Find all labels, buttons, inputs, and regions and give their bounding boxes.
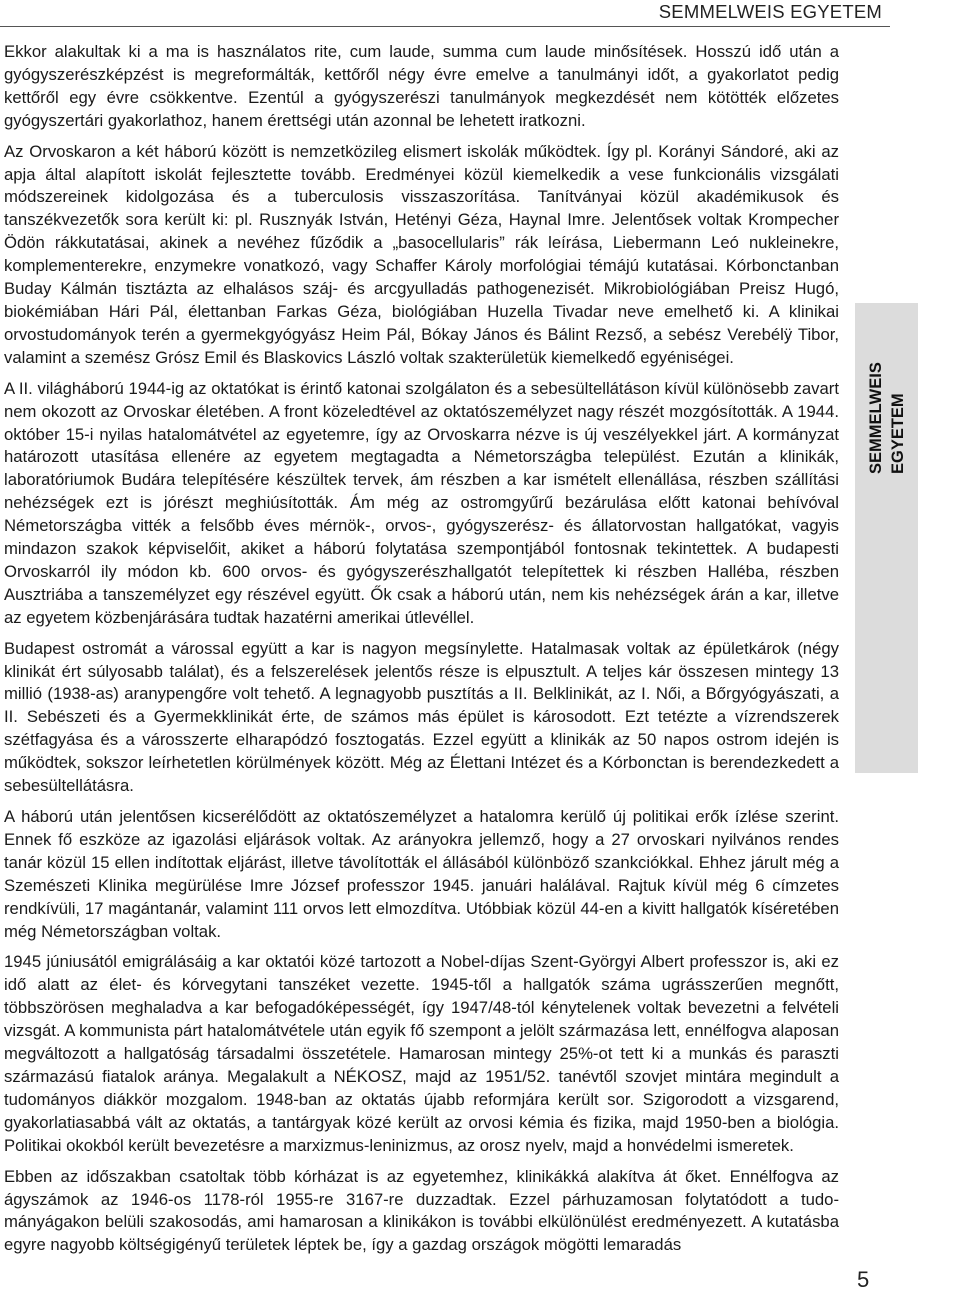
side-tab-line-2: EGYETEM: [888, 393, 907, 474]
paragraph-7: Ebben az időszakban csatoltak több kórházat is az egyetemhez, klinikákká alakítva át őket. Ennélfogva az ágyszámok az 1946-os 1178-ról 1955-re 3167-re duzzadtak. Ezzel párhuzamosan folytatódott a tudományágakon belüli szakosodás, ami hamarosan a klinikákon is további elkülönülést eredményezett. A kutatásba egyre nagyobb költségigényű területek léptek be, így a gazdag országok mögötti lemaradás: [4, 1166, 839, 1255]
paragraph-3: A II. világháború 1944-ig az oktatókat is érintő katonai szolgálaton és a sebesültellátáson kívül különösebb zavart nem okozott az Orvoskar életében. A front közeledtével az oktatószemélyzet nagy részét mozgósították. A 1944. október 15-i nyilas hatalomátvétel az egyetemre, így az Orvoskarra nézve is új veszélyekkel járt. A kormányzat határozott utasítása ellenére az egyetem megtagadta a Németországba települést. Ezután a klinikák, laboratóriumok Budára telepítésére készültek tervek, ám részben a kar ismételt ellenállása, részben szállítási nehézségek ezt is jórészt meghiúsították. Ám még az ostromgyűrű bezárulása előtt katonai behívóval Németországba vitték a felsőbb éves mérnök-, orvos-, gyógyszerész- és állatorvostan hallgatókat, vagyis mindazon szakok képviselőit, akiket a háború folytatása szempontjából fontosnak tekintettek. A budapesti Orvoskarról ily módon kb. 600 orvos- és gyógyszerészhallgatót telepítettek ki részben Halléba, részben Ausztriába a tanszemélyzet egy részével együtt. Ők csak a háború után, nem kis nehézségek árán a kar, illetve az egyetem közbenjárására tudtak hazatérni amerikai útlevéllel.: [4, 378, 839, 627]
paragraph-4: Budapest ostromát a várossal együtt a kar is nagyon megsínylette. Hatalmasak voltak az épületkárok (négy klinikát ért súlyosabb találat), és a felszerelések jelentős része is elpusztult. A teljes kár összesen mintegy 13 millió (1938-as) aranypengőre volt tehető. A legnagyobb pusztítás a II. Belklinikát, az I. Női, a Bőrgyógyászati, a II. Sebészeti és a Gyermekklinikát érte, de számos más épület is károsodott. Ezt tetézte a vízrendszerek szétfagyása és a városszerte elharapódzó fosztogatás. Ezzel együtt a klinikák az 50 napos ostrom idején is működtek, sokszor leírhetetlen körülmények között. Még az Élettani Intézet és a Kórbonctan is berendezkedett a sebesültellátásra.: [4, 638, 839, 796]
paragraph-1: Ekkor alakultak ki a ma is használatos rite, cum laude, summa cum laude minősítések. Hosszú idő után a gyógyszerészképzést is megreformálták, kettőről négy évre emelve a tanulmányi időt, a gyakorlatot pedig kettőről egy évre csökkentve. Ezentúl a gyógyszerészi tanulmányok megkezdését nem kötötték előzetes gyógyszertári gyakorlathoz, hanem érettségi után azonnal be lehetett iratkozni.: [4, 42, 839, 130]
running-header: SEMMELWEIS EGYETEM: [658, 1, 882, 22]
side-tab: [855, 303, 918, 773]
body-text: [4, 41, 839, 1265]
paragraph-2: Az Orvoskaron a két háború között is nemzetközileg elismert iskolák működtek. Így pl. Korányi Sándoré, aki az apja által alapított iskolát fejlesztette tovább. Eredményei közül kiemelkedik a vese funkcionális vizsgálati módszereinek kidolgozása és a tuberculosis visszaszorítása. Tanítványai közül akadémikusok és tanszékvezetők sora került ki: pl. Rusznyák István, Hetényi Géza, Haynal Imre. Jelentősek voltak Krompecher Ödön rákkutatásai, akinek a nevéhez fűződik a „basocellularis” rák leírása, Liebermann Leó nukleinekre, komplementerekre, enzymekre vonatkozó, vagy Schaffer Károly morfológiai témájú kutatásai. Kórbonctanban Buday Kálmán tisztázta az elhalásos száj- és arcgyulladás pathogenezisét. Mikrobiológiában Preisz Hugó, biokémiában Hári Pál, élettanban Farkas Géza, biológiában Huzella Tivadar neve emelhető ki. A klinikai orvostudományok terén a gyermekgyógyász Heim Pál, Bókay János és Bálint Rezső, a sebész Verebélÿ Tibor, valamint a szemész Grósz Emil és Blaskovics László voltak szakterületük kiemelkedő egyéniségei.: [4, 141, 839, 367]
header-rule: [0, 26, 890, 27]
page-number: 5: [857, 1267, 870, 1292]
side-tab-label: [865, 354, 909, 474]
paragraph-5: A háború után jelentősen kicserélődött az oktatószemélyzet a hatalomra kerülő új politikai erők ízlése szerint. Ennek fő eszköze az igazolási eljárások voltak. Az arányokra jellemző, hogy a 27 orvoskari nyilvános rendes tanár közül 15 ellen indítottak eljárást, illetve távolították el állásából különböző szankciókkal. Ehhez járult még a Szemészeti Klinika megürülése Imre József professzor 1945. januári halálával. Rajtuk kívül még 6 címzetes rendkívüli, 17 magántanár, valamint 111 orvos lett elmozdítva. Utóbbiak közül 44-en a kivitt hallgatók kíséretében még Németországban voltak.: [4, 807, 839, 941]
side-tab-line-1: SEMMELWEIS: [866, 362, 885, 474]
paragraph-6: 1945 júniusától emigrálásáig a kar oktatói közé tartozott a Nobel-díjas Szent-Györgyi Albert professzor is, aki ez idő alatt az élet- és kórvegytani tanszéket vezette. 1945-től a hallgatók száma ugrásszerűen megnőtt, többszörösen meghaladva a kar befogadóképességét, így 1947/48-tól kénytelenek voltak bevezetni a felvételi vizsgát. A kommunista párt hatalomátvétele után egyik fő szempont a jelölt származása lett, ennélfogva alaposan megváltozott a hallgatóság társadalmi összetétele. Hamarosan mintegy 25%-ot tett ki a munkás és paraszti származású fiatalok aránya. Megalakult a NÉKOSZ, majd az 1951/52. tanévtől szovjet mintára megindult a tudományos diákkör mozgalom. 1948-ban az oktatás újabb reformjára került sor. Szigorodott a vizsgarend, gyakorlatiasabbá vált az oktatás, a tantárgyak közé került az orvosi kémia és fizika, majd 1950-ben a biológia. Politikai okokból került bevezetésre a marxizmus-leninizmus, az orosz nyelv, majd a honvédelmi ismeretek.: [4, 952, 839, 1155]
